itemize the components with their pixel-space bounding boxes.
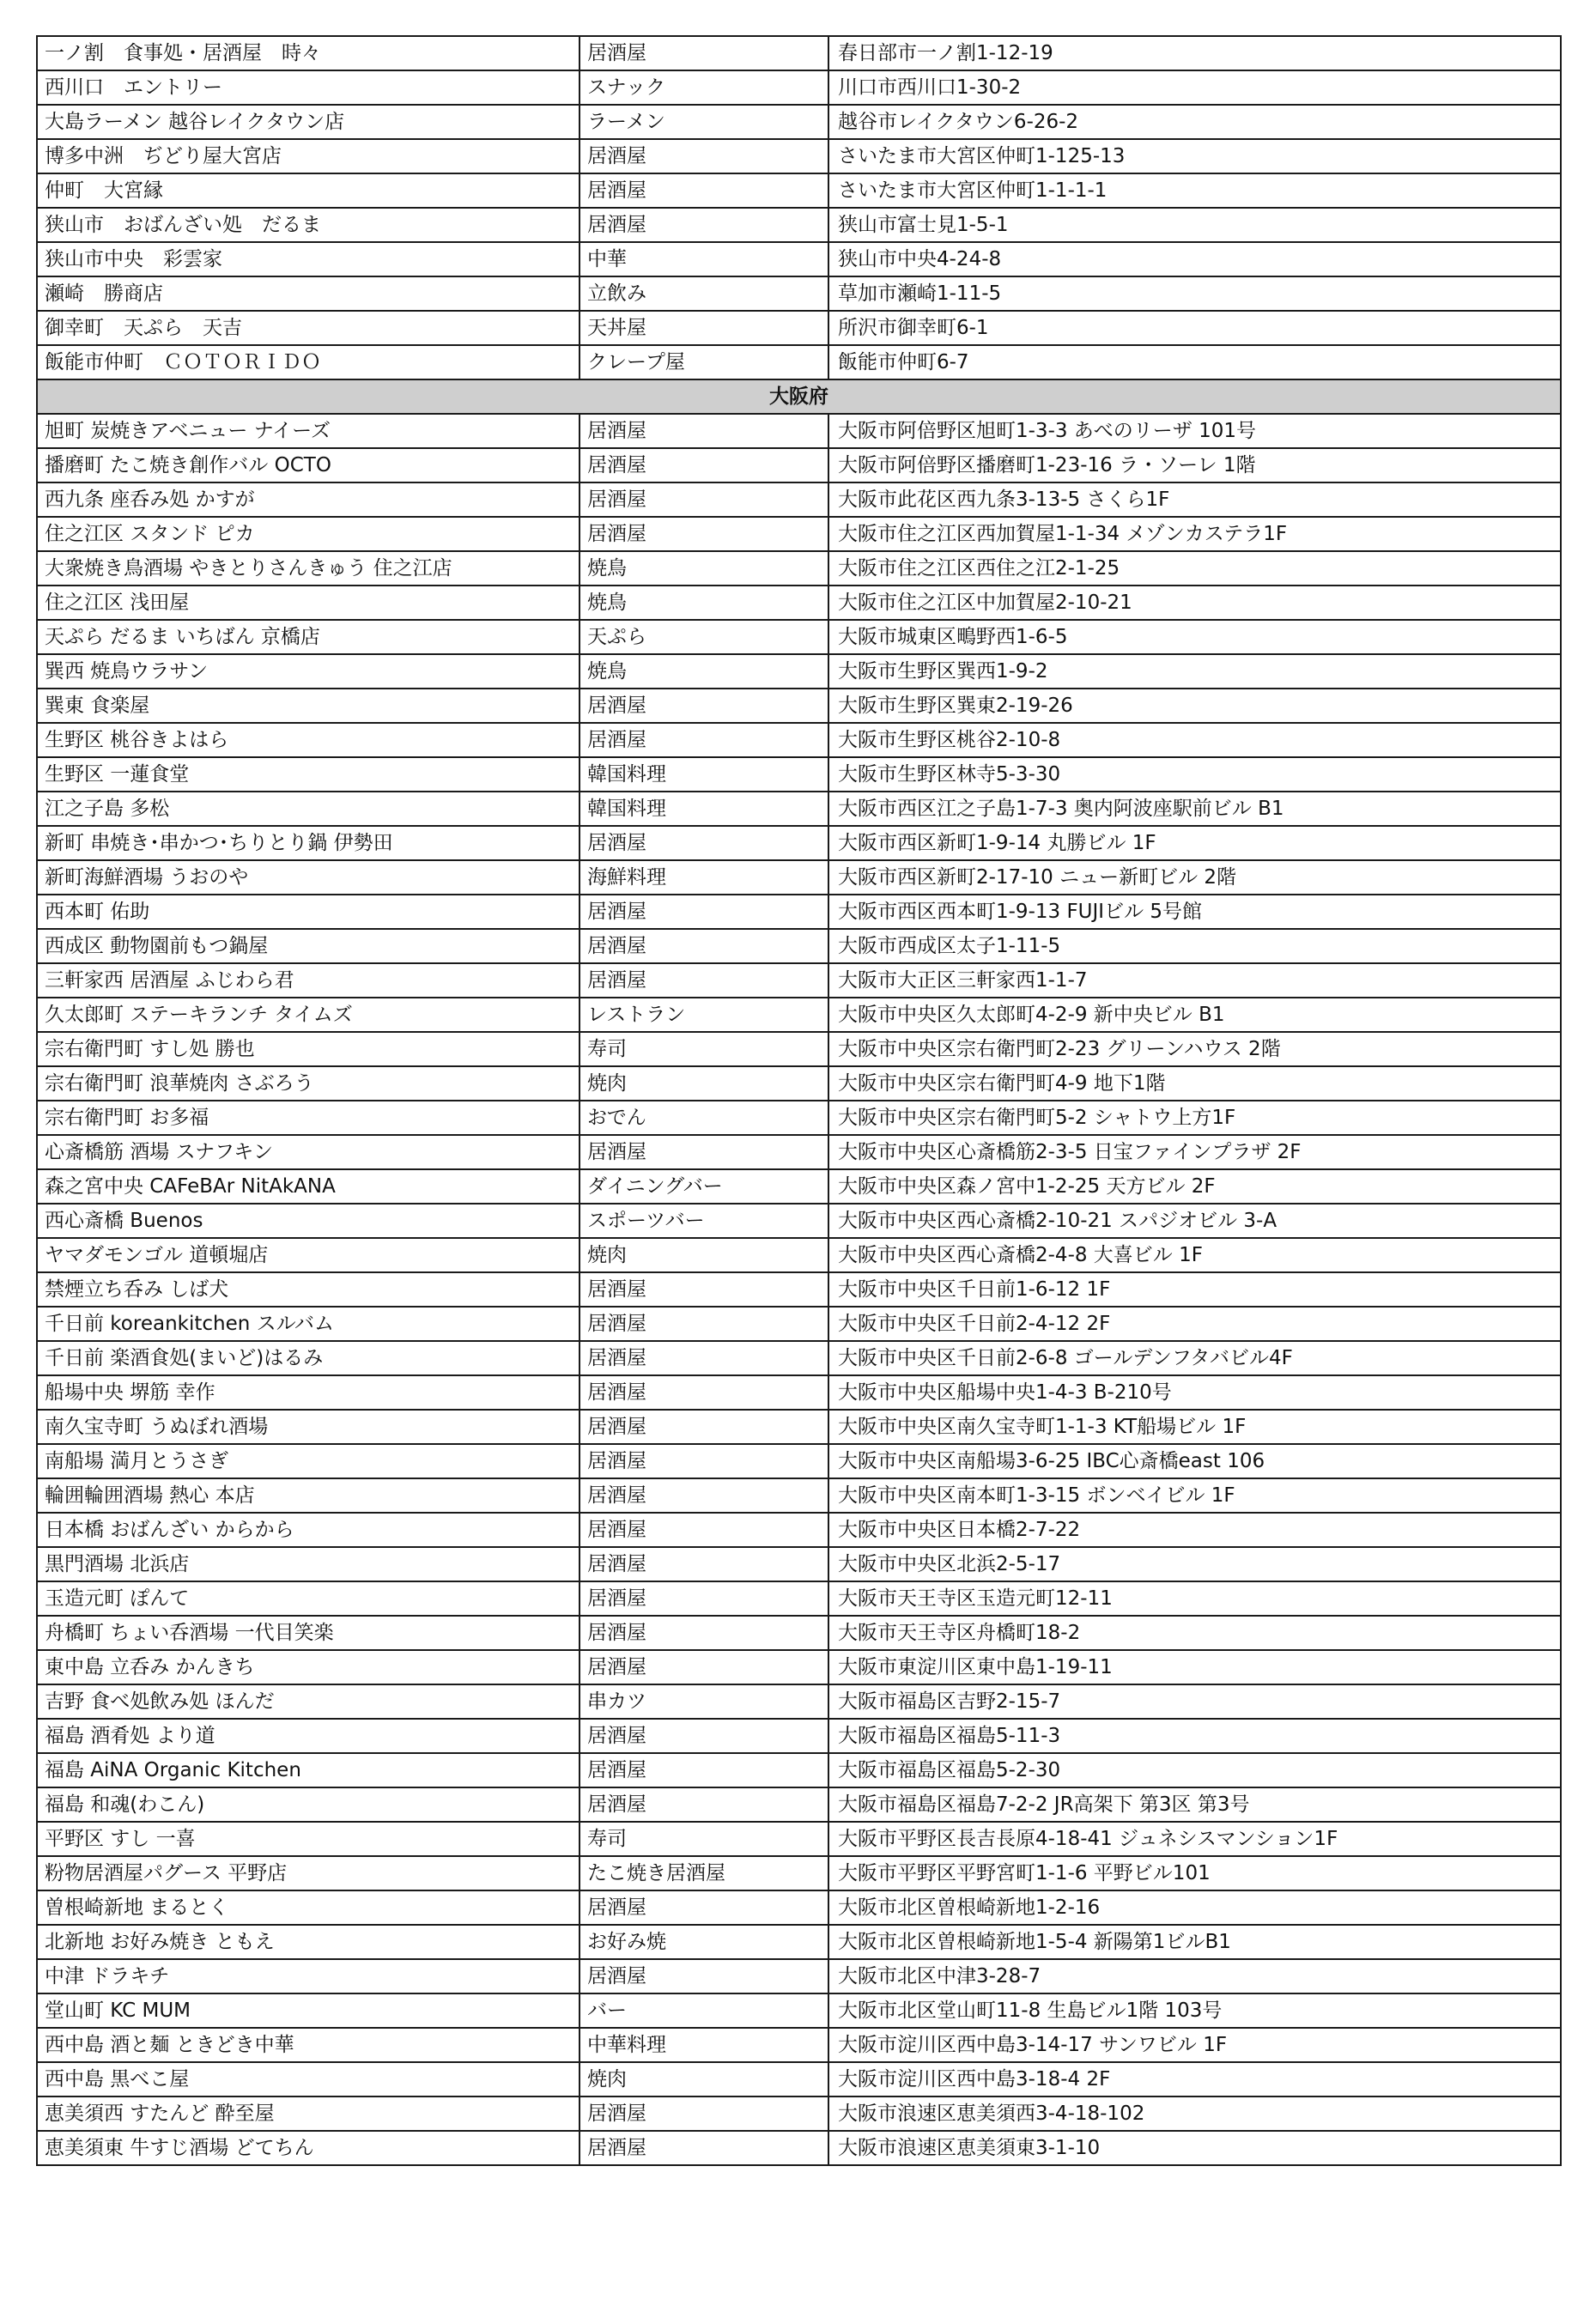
shop-name-cell: 西川口 エントリー xyxy=(37,70,580,105)
genre-cell: 居酒屋 xyxy=(580,689,828,723)
address-cell: 大阪市中央区宗右衛門町2-23 グリーンハウス 2階 xyxy=(828,1032,1561,1066)
shop-name-cell: 住之江区 スタンド ピカ xyxy=(37,517,580,551)
genre-cell: 居酒屋 xyxy=(580,1719,828,1753)
genre-cell: 寿司 xyxy=(580,1032,828,1066)
genre-cell: ダイニングバー xyxy=(580,1169,828,1204)
genre-cell: 居酒屋 xyxy=(580,1478,828,1513)
address-cell: 大阪市西区江之子島1-7-3 奥内阿波座駅前ビル B1 xyxy=(828,792,1561,826)
address-cell: 大阪市北区堂山町11-8 生島ビル1階 103号 xyxy=(828,1993,1561,2028)
genre-cell: クレープ屋 xyxy=(580,345,828,379)
genre-cell: レストラン xyxy=(580,998,828,1032)
shop-name-cell: 西中島 黒べこ屋 xyxy=(37,2062,580,2097)
address-cell: 飯能市仲町6-7 xyxy=(828,345,1561,379)
shop-list-body xyxy=(37,36,1561,2165)
address-cell: 大阪市西区新町1-9-14 丸勝ビル 1F xyxy=(828,826,1561,860)
shop-name-cell: 平野区 すし 一喜 xyxy=(37,1822,580,1856)
table-row xyxy=(37,1616,1561,1650)
address-cell: 大阪市東淀川区東中島1-19-11 xyxy=(828,1650,1561,1684)
table-row xyxy=(37,1307,1561,1341)
address-cell: 狭山市中央4-24-8 xyxy=(828,242,1561,276)
shop-name-cell: 巽西 焼鳥ウラサン xyxy=(37,654,580,689)
address-cell: 大阪市大正区三軒家西1-1-7 xyxy=(828,963,1561,998)
shop-name-cell: 生野区 桃谷きよはら xyxy=(37,723,580,757)
table-row xyxy=(37,414,1561,448)
genre-cell: 立飲み xyxy=(580,276,828,311)
table-row xyxy=(37,1581,1561,1616)
genre-cell: 居酒屋 xyxy=(580,1581,828,1616)
table-row xyxy=(37,36,1561,70)
shop-name-cell: 宗右衛門町 浪華焼肉 さぶろう xyxy=(37,1066,580,1101)
shop-name-cell: 新町 串焼き･串かつ･ちりとり鍋 伊勢田 xyxy=(37,826,580,860)
address-cell: 大阪市西区新町2-17-10 ニュー新町ビル 2階 xyxy=(828,860,1561,895)
genre-cell: たこ焼き居酒屋 xyxy=(580,1856,828,1890)
genre-cell: 中華料理 xyxy=(580,2028,828,2062)
address-cell: 大阪市中央区南船場3-6-25 IBC心斎橋east 106 xyxy=(828,1444,1561,1478)
address-cell: 大阪市中央区宗右衛門町5-2 シャトウ上方1F xyxy=(828,1101,1561,1135)
genre-cell: 居酒屋 xyxy=(580,482,828,517)
table-row xyxy=(37,2028,1561,2062)
table-row xyxy=(37,1341,1561,1375)
address-cell: 大阪市福島区福島5-2-30 xyxy=(828,1753,1561,1787)
genre-cell: 居酒屋 xyxy=(580,36,828,70)
genre-cell: 居酒屋 xyxy=(580,414,828,448)
shop-name-cell: 北新地 お好み焼き ともえ xyxy=(37,1925,580,1959)
table-row xyxy=(37,173,1561,208)
table-row xyxy=(37,1787,1561,1822)
address-cell: 春日部市一ノ割1-12-19 xyxy=(828,36,1561,70)
table-row xyxy=(37,1753,1561,1787)
genre-cell: 焼鳥 xyxy=(580,586,828,620)
genre-cell: 居酒屋 xyxy=(580,723,828,757)
address-cell: 大阪市阿倍野区旭町1-3-3 あべのリーザ 101号 xyxy=(828,414,1561,448)
genre-cell: 焼肉 xyxy=(580,1066,828,1101)
address-cell: 大阪市淀川区西中島3-14-17 サンワビル 1F xyxy=(828,2028,1561,2062)
genre-cell: 居酒屋 xyxy=(580,1959,828,1993)
shop-name-cell: 住之江区 浅田屋 xyxy=(37,586,580,620)
address-cell: 大阪市福島区福島5-11-3 xyxy=(828,1719,1561,1753)
shop-name-cell: 西心斎橋 Buenos xyxy=(37,1204,580,1238)
shop-name-cell: 西九条 座呑み処 かすが xyxy=(37,482,580,517)
address-cell: 大阪市此花区西九条3-13-5 さくら1F xyxy=(828,482,1561,517)
address-cell: 越谷市レイクタウン6-26-2 xyxy=(828,105,1561,139)
table-row xyxy=(37,1204,1561,1238)
shop-name-cell: 堂山町 KC MUM xyxy=(37,1993,580,2028)
genre-cell: 居酒屋 xyxy=(580,1650,828,1684)
address-cell: 大阪市生野区林寺5-3-30 xyxy=(828,757,1561,792)
address-cell: 大阪市中央区西心斎橋2-4-8 大喜ビル 1F xyxy=(828,1238,1561,1272)
table-row xyxy=(37,208,1561,242)
shop-name-cell: 千日前 koreankitchen スルバム xyxy=(37,1307,580,1341)
genre-cell: 居酒屋 xyxy=(580,1753,828,1787)
shop-name-cell: 輪囲輪囲酒場 熱心 本店 xyxy=(37,1478,580,1513)
shop-name-cell: 旭町 炭焼きアベニュー ナイーズ xyxy=(37,414,580,448)
shop-name-cell: 巽東 食楽屋 xyxy=(37,689,580,723)
shop-name-cell: 宗右衛門町 すし処 勝也 xyxy=(37,1032,580,1066)
shop-name-cell: 天ぷら だるま いちばん 京橋店 xyxy=(37,620,580,654)
table-row xyxy=(37,929,1561,963)
genre-cell: 韓国料理 xyxy=(580,792,828,826)
table-row xyxy=(37,757,1561,792)
address-cell: 大阪市生野区巽東2-19-26 xyxy=(828,689,1561,723)
shop-name-cell: 福島 和魂(わこん) xyxy=(37,1787,580,1822)
table-row xyxy=(37,1238,1561,1272)
table-row xyxy=(37,551,1561,586)
table-row xyxy=(37,586,1561,620)
shop-name-cell: 千日前 楽酒食処(まいど)はるみ xyxy=(37,1341,580,1375)
genre-cell: 居酒屋 xyxy=(580,826,828,860)
table-row xyxy=(37,1547,1561,1581)
table-row xyxy=(37,2131,1561,2165)
table-row xyxy=(37,895,1561,929)
shop-name-cell: 生野区 一蓮食堂 xyxy=(37,757,580,792)
genre-cell: おでん xyxy=(580,1101,828,1135)
address-cell: 大阪市平野区長吉長原4-18-41 ジュネシスマンション1F xyxy=(828,1822,1561,1856)
address-cell: 川口市西川口1-30-2 xyxy=(828,70,1561,105)
address-cell: 草加市瀬崎1-11-5 xyxy=(828,276,1561,311)
address-cell: 大阪市城東区鴫野西1-6-5 xyxy=(828,620,1561,654)
table-row xyxy=(37,1719,1561,1753)
genre-cell: 居酒屋 xyxy=(580,1341,828,1375)
table-row xyxy=(37,70,1561,105)
address-cell: 大阪市中央区千日前2-4-12 2F xyxy=(828,1307,1561,1341)
shop-name-cell: 恵美須西 すたんど 酔至屋 xyxy=(37,2097,580,2131)
table-row xyxy=(37,1135,1561,1169)
table-row xyxy=(37,1856,1561,1890)
shop-name-cell: 船場中央 堺筋 幸作 xyxy=(37,1375,580,1410)
genre-cell: 居酒屋 xyxy=(580,517,828,551)
address-cell: 大阪市福島区福島7-2-2 JR高架下 第3区 第3号 xyxy=(828,1787,1561,1822)
genre-cell: 居酒屋 xyxy=(580,208,828,242)
section-heading: 大阪府 xyxy=(37,379,1561,414)
address-cell: 大阪市中央区久太郎町4-2-9 新中央ビル B1 xyxy=(828,998,1561,1032)
shop-name-cell: 三軒家西 居酒屋 ふじわら君 xyxy=(37,963,580,998)
shop-name-cell: 日本橋 おばんざい からから xyxy=(37,1513,580,1547)
genre-cell: 居酒屋 xyxy=(580,139,828,173)
shop-name-cell: 西本町 佑助 xyxy=(37,895,580,929)
shop-name-cell: 仲町 大宮縁 xyxy=(37,173,580,208)
address-cell: 大阪市生野区桃谷2-10-8 xyxy=(828,723,1561,757)
table-row xyxy=(37,1272,1561,1307)
genre-cell: スナック xyxy=(580,70,828,105)
shop-name-cell: 播磨町 たこ焼き創作バル OCTO xyxy=(37,448,580,482)
genre-cell: 居酒屋 xyxy=(580,1616,828,1650)
address-cell: 大阪市中央区南本町1-3-15 ボンベイビル 1F xyxy=(828,1478,1561,1513)
shop-name-cell: 福島 酒肴処 より道 xyxy=(37,1719,580,1753)
address-cell: 大阪市中央区日本橋2-7-22 xyxy=(828,1513,1561,1547)
table-row xyxy=(37,723,1561,757)
shop-name-cell: 玉造元町 ぽんて xyxy=(37,1581,580,1616)
table-row xyxy=(37,2097,1561,2131)
shop-name-cell: 舟橋町 ちょい呑酒場 一代目笑楽 xyxy=(37,1616,580,1650)
address-cell: 大阪市中央区千日前1-6-12 1F xyxy=(828,1272,1561,1307)
table-row xyxy=(37,620,1561,654)
table-row xyxy=(37,105,1561,139)
shop-name-cell: 中津 ドラキチ xyxy=(37,1959,580,1993)
table-row xyxy=(37,1066,1561,1101)
table-row xyxy=(37,654,1561,689)
table-row xyxy=(37,998,1561,1032)
table-row xyxy=(37,1169,1561,1204)
shop-name-cell: 福島 AiNA Organic Kitchen xyxy=(37,1753,580,1787)
genre-cell: 居酒屋 xyxy=(580,963,828,998)
table-row xyxy=(37,139,1561,173)
table-row xyxy=(37,1684,1561,1719)
genre-cell: 焼肉 xyxy=(580,1238,828,1272)
address-cell: 所沢市御幸町6-1 xyxy=(828,311,1561,345)
shop-name-cell: 大島ラーメン 越谷レイクタウン店 xyxy=(37,105,580,139)
genre-cell: 居酒屋 xyxy=(580,1307,828,1341)
genre-cell: 居酒屋 xyxy=(580,2131,828,2165)
table-row xyxy=(37,1513,1561,1547)
genre-cell: 居酒屋 xyxy=(580,1787,828,1822)
table-row xyxy=(37,2062,1561,2097)
genre-cell: 居酒屋 xyxy=(580,1513,828,1547)
shop-name-cell: 南久宝寺町 うぬぼれ酒場 xyxy=(37,1410,580,1444)
shop-name-cell: 宗右衛門町 お多福 xyxy=(37,1101,580,1135)
shop-name-cell: 曽根崎新地 まるとく xyxy=(37,1890,580,1925)
table-row xyxy=(37,689,1561,723)
table-row xyxy=(37,517,1561,551)
address-cell: 大阪市中央区北浜2-5-17 xyxy=(828,1547,1561,1581)
table-row xyxy=(37,276,1561,311)
table-row xyxy=(37,1993,1561,2028)
shop-name-cell: 吉野 食べ処飲み処 ほんだ xyxy=(37,1684,580,1719)
address-cell: 大阪市北区曽根崎新地1-2-16 xyxy=(828,1890,1561,1925)
genre-cell: スポーツバー xyxy=(580,1204,828,1238)
genre-cell: 居酒屋 xyxy=(580,1272,828,1307)
shop-name-cell: 森之宮中央 CAFeBAr NitAkANA xyxy=(37,1169,580,1204)
genre-cell: 串カツ xyxy=(580,1684,828,1719)
genre-cell: 居酒屋 xyxy=(580,1410,828,1444)
shop-name-cell: 西成区 動物園前もつ鍋屋 xyxy=(37,929,580,963)
table-row xyxy=(37,1101,1561,1135)
genre-cell: 居酒屋 xyxy=(580,1547,828,1581)
genre-cell: 居酒屋 xyxy=(580,1135,828,1169)
address-cell: 大阪市北区曽根崎新地1-5-4 新陽第1ビルB1 xyxy=(828,1925,1561,1959)
shop-name-cell: 心斎橋筋 酒場 スナフキン xyxy=(37,1135,580,1169)
genre-cell: ラーメン xyxy=(580,105,828,139)
address-cell: 大阪市西成区太子1-11-5 xyxy=(828,929,1561,963)
address-cell: 大阪市住之江区西加賀屋1-1-34 メゾンカステラ1F xyxy=(828,517,1561,551)
genre-cell: 居酒屋 xyxy=(580,1444,828,1478)
shop-name-cell: 南船場 満月とうさぎ xyxy=(37,1444,580,1478)
table-row xyxy=(37,1410,1561,1444)
address-cell: 大阪市中央区森ノ宮中1-2-25 天方ビル 2F xyxy=(828,1169,1561,1204)
shop-name-cell: 禁煙立ち呑み しば犬 xyxy=(37,1272,580,1307)
shop-name-cell: 江之子島 多松 xyxy=(37,792,580,826)
table-row xyxy=(37,792,1561,826)
shop-name-cell: 西中島 酒と麺 ときどき中華 xyxy=(37,2028,580,2062)
table-row xyxy=(37,311,1561,345)
genre-cell: 焼鳥 xyxy=(580,551,828,586)
address-cell: 大阪市中央区西心斎橋2-10-21 スパジオビル 3-A xyxy=(828,1204,1561,1238)
address-cell: 大阪市中央区船場中央1-4-3 B-210号 xyxy=(828,1375,1561,1410)
shop-name-cell: 東中島 立呑み かんきち xyxy=(37,1650,580,1684)
address-cell: さいたま市大宮区仲町1-1-1-1 xyxy=(828,173,1561,208)
shop-name-cell: 御幸町 天ぷら 天吉 xyxy=(37,311,580,345)
table-row xyxy=(37,1822,1561,1856)
address-cell: 大阪市天王寺区舟橋町18-2 xyxy=(828,1616,1561,1650)
address-cell: 大阪市阿倍野区播磨町1-23-16 ラ・ソーレ 1階 xyxy=(828,448,1561,482)
table-row xyxy=(37,963,1561,998)
table-row xyxy=(37,448,1561,482)
shop-name-cell: 狭山市 おばんざい処 だるま xyxy=(37,208,580,242)
table-row xyxy=(37,1444,1561,1478)
table-row xyxy=(37,482,1561,517)
table-row xyxy=(37,1925,1561,1959)
genre-cell: 居酒屋 xyxy=(580,1375,828,1410)
table-row xyxy=(37,860,1561,895)
shop-name-cell: 瀬崎 勝商店 xyxy=(37,276,580,311)
genre-cell: 海鮮料理 xyxy=(580,860,828,895)
address-cell: 大阪市西区西本町1-9-13 FUJIビル 5号館 xyxy=(828,895,1561,929)
address-cell: 大阪市浪速区恵美須東3-1-10 xyxy=(828,2131,1561,2165)
genre-cell: バー xyxy=(580,1993,828,2028)
table-row xyxy=(37,1375,1561,1410)
shop-name-cell: 久太郎町 ステーキランチ タイムズ xyxy=(37,998,580,1032)
genre-cell: お好み焼 xyxy=(580,1925,828,1959)
genre-cell: 天丼屋 xyxy=(580,311,828,345)
genre-cell: 寿司 xyxy=(580,1822,828,1856)
genre-cell: 居酒屋 xyxy=(580,173,828,208)
shop-name-cell: 黒門酒場 北浜店 xyxy=(37,1547,580,1581)
address-cell: 大阪市北区中津3-28-7 xyxy=(828,1959,1561,1993)
address-cell: 大阪市住之江区中加賀屋2-10-21 xyxy=(828,586,1561,620)
genre-cell: 焼肉 xyxy=(580,2062,828,2097)
table-row xyxy=(37,1032,1561,1066)
shop-name-cell: 飯能市仲町 ＣＯＴＯＲＩＤＯ xyxy=(37,345,580,379)
address-cell: 大阪市浪速区恵美須西3-4-18-102 xyxy=(828,2097,1561,2131)
shop-name-cell: 一ノ割 食事処・居酒屋 時々 xyxy=(37,36,580,70)
shop-name-cell: ヤマダモンゴル 道頓堀店 xyxy=(37,1238,580,1272)
shop-list-table xyxy=(36,35,1562,2166)
table-row xyxy=(37,242,1561,276)
shop-name-cell: 博多中洲 ぢどり屋大宮店 xyxy=(37,139,580,173)
address-cell: 大阪市平野区平野宮町1-1-6 平野ビル101 xyxy=(828,1856,1561,1890)
address-cell: 大阪市中央区千日前2-6-8 ゴールデンフタバビル4F xyxy=(828,1341,1561,1375)
genre-cell: 居酒屋 xyxy=(580,929,828,963)
genre-cell: 焼鳥 xyxy=(580,654,828,689)
shop-name-cell: 恵美須東 牛すじ酒場 どてちん xyxy=(37,2131,580,2165)
table-row xyxy=(37,1478,1561,1513)
address-cell: 大阪市天王寺区玉造元町12-11 xyxy=(828,1581,1561,1616)
shop-name-cell: 狭山市中央 彩雲家 xyxy=(37,242,580,276)
shop-name-cell: 新町海鮮酒場 うおのや xyxy=(37,860,580,895)
genre-cell: 居酒屋 xyxy=(580,1890,828,1925)
genre-cell: 居酒屋 xyxy=(580,448,828,482)
address-cell: 大阪市中央区心斎橋筋2-3-5 日宝ファインプラザ 2F xyxy=(828,1135,1561,1169)
address-cell: 大阪市福島区吉野2-15-7 xyxy=(828,1684,1561,1719)
table-row xyxy=(37,826,1561,860)
shop-name-cell: 大衆焼き鳥酒場 やきとりさんきゅう 住之江店 xyxy=(37,551,580,586)
shop-name-cell: 粉物居酒屋パグース 平野店 xyxy=(37,1856,580,1890)
address-cell: 狭山市富士見1-5-1 xyxy=(828,208,1561,242)
table-row xyxy=(37,1959,1561,1993)
genre-cell: 天ぷら xyxy=(580,620,828,654)
table-row xyxy=(37,345,1561,379)
address-cell: 大阪市住之江区西住之江2-1-25 xyxy=(828,551,1561,586)
address-cell: 大阪市中央区宗右衛門町4-9 地下1階 xyxy=(828,1066,1561,1101)
address-cell: さいたま市大宮区仲町1-125-13 xyxy=(828,139,1561,173)
table-row xyxy=(37,1650,1561,1684)
section-heading-row xyxy=(37,379,1561,414)
genre-cell: 中華 xyxy=(580,242,828,276)
address-cell: 大阪市淀川区西中島3-18-4 2F xyxy=(828,2062,1561,2097)
table-row xyxy=(37,1890,1561,1925)
genre-cell: 韓国料理 xyxy=(580,757,828,792)
address-cell: 大阪市生野区巽西1-9-2 xyxy=(828,654,1561,689)
genre-cell: 居酒屋 xyxy=(580,2097,828,2131)
address-cell: 大阪市中央区南久宝寺町1-1-3 KT船場ビル 1F xyxy=(828,1410,1561,1444)
genre-cell: 居酒屋 xyxy=(580,895,828,929)
